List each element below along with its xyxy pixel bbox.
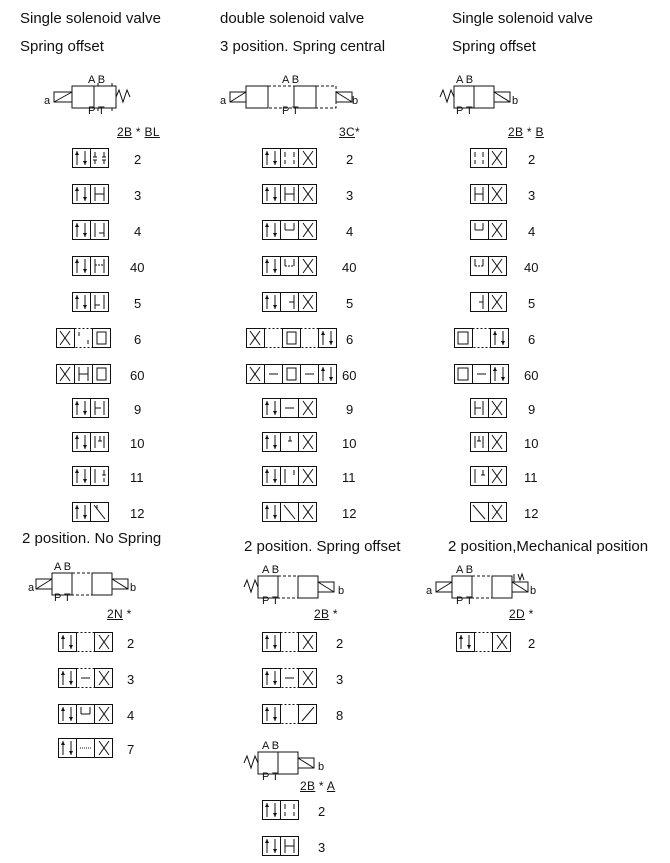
valve-envelope-5cell	[246, 328, 342, 348]
col2-subtitle: 3 position. Spring central	[220, 38, 386, 55]
variant-label: 4	[127, 708, 135, 723]
variant-label: 12	[524, 506, 539, 521]
variant-label: 12	[342, 506, 357, 521]
valve-envelope-4	[72, 220, 112, 240]
variant-label: 11	[524, 470, 538, 485]
svg-text:b: b	[130, 582, 137, 594]
variant-label: 40	[342, 260, 357, 275]
valve-envelope-10	[72, 432, 112, 452]
variant-label: 3	[528, 188, 536, 203]
variant-label: 12	[130, 506, 145, 521]
variant-label: 6	[528, 332, 536, 347]
col1-valve-symbol	[40, 70, 150, 120]
svg-text:b: b	[338, 585, 345, 597]
svg-text:P T: P T	[54, 592, 71, 604]
valve-envelope	[58, 632, 118, 652]
section-no-spring-title: 2 position. No Spring	[22, 530, 162, 547]
variant-label: 7	[127, 742, 135, 757]
valve-envelope-2	[72, 148, 112, 168]
variant-label: 11	[130, 470, 144, 485]
variant-label: 40	[524, 260, 539, 275]
variant-label: 60	[342, 368, 357, 383]
valve-envelope-12	[72, 502, 112, 522]
variant-label: 9	[346, 402, 354, 417]
solenoid-label-a: a	[44, 95, 51, 107]
valve-envelope-3pos	[262, 292, 322, 312]
port-label-pt: P T	[88, 105, 105, 117]
valve-envelope-3pos	[262, 148, 322, 168]
variant-label: 3	[336, 672, 344, 687]
col2-valve-symbol	[216, 70, 366, 120]
valve-envelope-3pos	[262, 432, 322, 452]
valve-envelope	[58, 668, 118, 688]
valve-envelope	[262, 800, 302, 820]
valve-envelope	[470, 502, 510, 522]
variant-label: 10	[524, 436, 539, 451]
svg-text:P T: P T	[262, 771, 279, 783]
port-label-ab: A B	[88, 74, 106, 86]
valve-envelope-3pos	[262, 466, 322, 486]
variant-label: 6	[134, 332, 142, 347]
variant-label: 5	[528, 296, 536, 311]
spring-offset-code: 2B *	[314, 607, 338, 621]
variant-label: 2	[134, 152, 142, 167]
col2-title: double solenoid valve	[220, 10, 365, 27]
valve-envelope-3pos	[262, 256, 322, 276]
valve-envelope-9	[72, 398, 112, 418]
svg-text:A B: A B	[262, 740, 280, 752]
svg-text:b: b	[530, 585, 537, 597]
variant-label: 2	[528, 636, 536, 651]
variant-label: 4	[134, 224, 142, 239]
solenoid-label-b: b	[512, 95, 519, 107]
col1-title: Single solenoid valve	[20, 10, 161, 27]
valve-envelope-3pos	[262, 184, 322, 204]
solenoid-label-b: b	[352, 95, 359, 107]
variant-label: 60	[524, 368, 539, 383]
variant-label: 3	[346, 188, 354, 203]
variant-label: 2	[127, 636, 135, 651]
svg-text:a: a	[28, 582, 35, 594]
valve-envelope	[262, 668, 322, 688]
variant-label: 11	[342, 470, 356, 485]
no-spring-code: 2N *	[107, 607, 132, 621]
variant-label: 8	[336, 708, 344, 723]
valve-envelope	[58, 704, 118, 724]
valve-envelope	[470, 466, 510, 486]
valve-envelope-5	[72, 292, 112, 312]
port-label-pt: P T	[456, 105, 473, 117]
valve-envelope	[470, 292, 510, 312]
valve-envelope	[454, 364, 514, 384]
valve-envelope	[454, 328, 514, 348]
section-mechanical-title: 2 position,Mechanical position	[448, 538, 649, 555]
valve-envelope-6	[56, 328, 116, 348]
col1-code: 2B * BL	[117, 125, 160, 139]
svg-text:A B: A B	[456, 564, 474, 576]
variant-label: 3	[318, 840, 326, 855]
section-spring-offset-title: 2 position. Spring offset	[244, 538, 401, 555]
valve-envelope	[470, 184, 510, 204]
valve-envelope-3pos	[262, 502, 322, 522]
variant-label: 3	[127, 672, 135, 687]
spring-offset-a-code: 2B * A	[300, 779, 336, 793]
solenoid-label-a: a	[220, 95, 227, 107]
valve-envelope-3pos	[262, 398, 322, 418]
port-label-ab: A B	[456, 74, 474, 86]
valve-envelope-3pos	[262, 220, 322, 240]
variant-label: 10	[130, 436, 145, 451]
valve-envelope-40	[72, 256, 112, 276]
svg-text:a: a	[426, 585, 433, 597]
valve-envelope	[262, 836, 302, 856]
svg-text:P T: P T	[262, 595, 279, 607]
valve-envelope	[470, 398, 510, 418]
variant-label: 2	[318, 804, 326, 819]
col3-subtitle: Spring offset	[452, 38, 536, 55]
variant-label: 2	[528, 152, 536, 167]
port-label-ab: A B	[282, 74, 300, 86]
valve-envelope-3	[72, 184, 112, 204]
col3-valve-symbol	[436, 70, 536, 120]
valve-envelope-11	[72, 466, 112, 486]
variant-label: 9	[134, 402, 142, 417]
col2-code: 3C*	[339, 125, 360, 139]
valve-envelope	[456, 632, 516, 652]
valve-envelope-60	[56, 364, 116, 384]
svg-text:A B: A B	[54, 561, 72, 573]
variant-label: 4	[346, 224, 354, 239]
variant-label: 5	[134, 296, 142, 311]
col1-subtitle: Spring offset	[20, 38, 104, 55]
svg-text:b: b	[318, 761, 325, 773]
svg-text:A B: A B	[262, 564, 280, 576]
variant-label: 2	[336, 636, 344, 651]
valve-envelope	[58, 738, 118, 758]
variant-label: 2	[346, 152, 354, 167]
variant-label: 6	[346, 332, 354, 347]
spring-offset-valve-symbol	[240, 560, 360, 610]
svg-text:P T: P T	[456, 595, 473, 607]
variant-label: 10	[342, 436, 357, 451]
valve-envelope-5cell	[246, 364, 342, 384]
valve-envelope	[262, 704, 322, 724]
col3-code: 2B * B	[508, 125, 544, 139]
variant-label: 9	[528, 402, 536, 417]
valve-envelope	[470, 432, 510, 452]
valve-envelope	[470, 148, 510, 168]
mechanical-code: 2D *	[509, 607, 534, 621]
col3-title: Single solenoid valve	[452, 10, 593, 27]
variant-label: 60	[130, 368, 145, 383]
variant-label: 3	[134, 188, 142, 203]
variant-label: 40	[130, 260, 145, 275]
valve-envelope	[470, 256, 510, 276]
mechanical-valve-symbol	[424, 560, 544, 610]
no-spring-valve-symbol	[26, 557, 146, 607]
variant-label: 5	[346, 296, 354, 311]
valve-envelope	[262, 632, 322, 652]
port-label-pt: P T	[282, 105, 299, 117]
valve-envelope	[470, 220, 510, 240]
variant-label: 4	[528, 224, 536, 239]
